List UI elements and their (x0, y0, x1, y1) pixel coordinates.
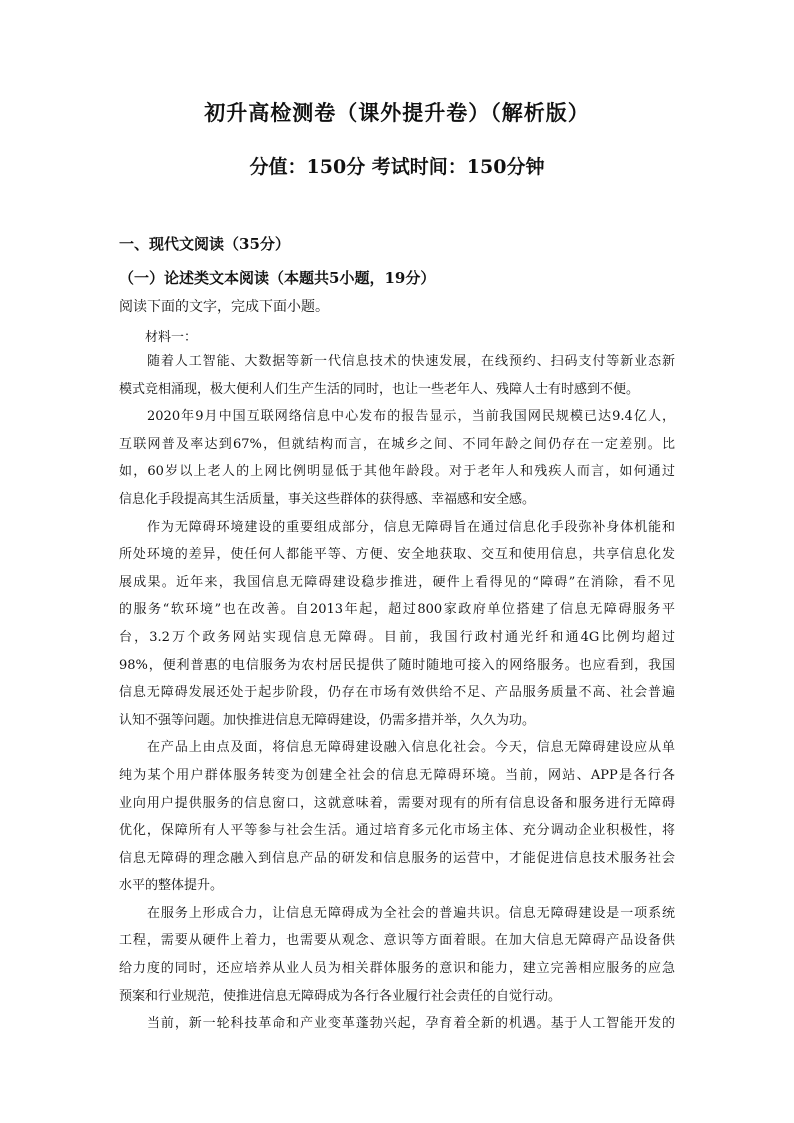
body-line: 98%，便利普惠的电信服务为农村居民提供了随时随地可接入的网络服务。也应看到，我国 (119, 657, 675, 673)
body-line: 给力度的同时，还应培养从业人员为相关群体服务的意识和能力，建立完善相应服务的应急 (119, 961, 675, 977)
body-line: 所处环境的差异，使任何人都能平等、方便、安全地获取、交互和使用信息，共享信息化发 (119, 547, 675, 563)
body-line: 台，3.2万个政务网站实现信息无障碍。目前，我国行政村通光纤和通4G比例均超过 (119, 629, 675, 645)
body-line: 优化，保障所有人平等参与社会生活。通过培育多元化市场主体、充分调动企业积极性，将 (119, 823, 675, 839)
document-title: 初升高检测卷（课外提升卷）（解析版） (204, 100, 590, 125)
subsection-heading: （一）论述类文本阅读（本题共5小题，19分） (119, 269, 436, 287)
body-line: 在服务上形成合力，让信息无障碍成为全社会的普遍共识。信息无障碍建设是一项系统 (147, 905, 675, 921)
body-line: 业向用户提供服务的信息窗口，这就意味着，需要对现有的所有信息设备和服务进行无障碍 (119, 795, 675, 811)
body-line: 纯为某个用户群体服务转变为创建全社会的信息无障碍环境。当前，网站、APP是各行各 (119, 767, 675, 783)
exam-info: 分值：150分 考试时间：150分钟 (249, 156, 545, 178)
body-line: 水平的整体提升。 (119, 878, 224, 894)
body-line: 工程，需要从硬件上着力，也需要从观念、意识等方面着眼。在加大信息无障碍产品设备供 (119, 933, 675, 949)
body-line: 2020年9月中国互联网络信息中心发布的报告显示，当前我国网民规模已达9.4亿人， (147, 409, 675, 425)
body-line: 模式竞相涌现，极大便利人们生产生活的同时，也让一些老年人、残障人士有时感到不便。 (119, 381, 640, 397)
body-line: 如，60岁以上老人的上网比例明显低于其他年龄段。对于老年人和残疾人而言，如何通过 (119, 464, 675, 480)
body-line: 展成果。近年来，我国信息无障碍建设稳步推进，硬件上看得见的“障碍”在消除，看不见 (119, 574, 675, 590)
body-line: 预案和行业规范，使推进信息无障碍成为各行各业履行社会责任的自觉行动。 (119, 988, 562, 1004)
body-line: 信息无障碍发展还处于起步阶段，仍存在市场有效供给不足、产品服务质量不高、社会普遍 (119, 685, 675, 701)
body-line: 信息化手段提高其生活质量，事关这些群体的获得感、幸福感和安全感。 (119, 491, 536, 507)
body-line: 的服务“软环境”也在改善。自2013年起，超过800家政府单位搭建了信息无障碍服务平 (119, 602, 675, 618)
body-line: 当前，新一轮科技革命和产业变革蓬勃兴起，孕育着全新的机遇。基于人工智能开发的 (147, 1016, 675, 1032)
body-line: 互联网普及率达到67%，但就结构而言，在城乡之间、不同年龄之间仍存在一定差别。比 (119, 436, 675, 452)
body-line: 作为无障碍环境建设的重要组成部分，信息无障碍旨在通过信息化手段弥补身体机能和 (147, 519, 675, 535)
body-line: 信息无障碍的理念融入到信息产品的研发和信息服务的运营中，才能促进信息技术服务社会 (119, 850, 675, 866)
body-line: 在产品上由点及面，将信息无障碍建设融入信息化社会。今天，信息无障碍建设应从单 (147, 740, 675, 756)
body-line: 随着人工智能、大数据等新一代信息技术的快速发展，在线预约、扫码支付等新业态新 (147, 354, 675, 369)
instruction-text: 阅读下面的文字，完成下面小题。 (119, 299, 329, 315)
article-body (119, 348, 675, 1038)
material-label: 材料一： (145, 330, 198, 345)
section-heading: 一、现代文阅读（35分） (119, 235, 290, 253)
body-line: 认知不强等问题。加快推进信息无障碍建设，仍需多措并举，久久为功。 (119, 712, 536, 728)
